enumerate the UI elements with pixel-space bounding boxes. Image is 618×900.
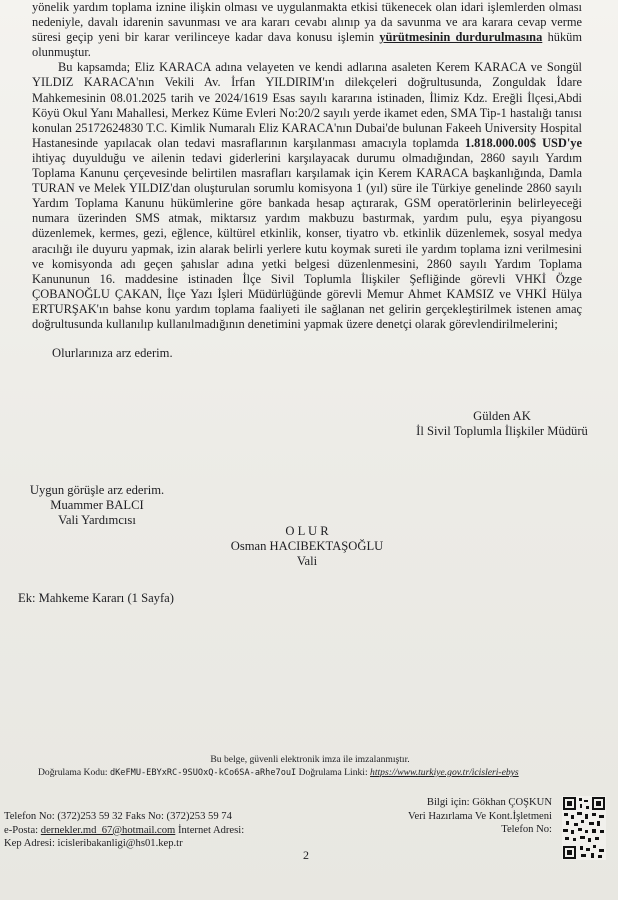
- esign-notice: Bu belge, güvenli elektronik imza ile imzalanmıştır.: [210, 754, 410, 765]
- info-title: Veri Hazırlama Ve Kont.İşletmeni: [408, 810, 552, 822]
- signer-2-block: [18, 483, 176, 528]
- approval-name: Osman HACIBEKTAŞOĞLU: [230, 539, 384, 553]
- info-phone: Telefon No:: [501, 824, 552, 836]
- verification-code-label: Doğrulama Kodu:: [38, 767, 108, 778]
- verification-link-label: Doğrulama Linki:: [298, 767, 368, 778]
- info-block: [380, 796, 552, 837]
- paragraph-2-text-b: ihtiyaç duyulduğu ve ailenin tedavi giderlerini karşılayacak durumu olmadığından, 2860 sayılı Yardım Toplama Kanunu çerçevesinde belirtilen masrafları karşılamak için Kerem KARACA başkanlığında, Damla TURAN ve Melek YILDIZ'dan oluşturulan sorumlu komisyona 1 (yıl) süre ile Türkiye genelinde 2860 sayılı Yardım Toplama Kanunu hükümlerine göre bankada hesap açtırarak, GSM operatörlerinin belirleyeceği numara üzerinden SMS atmak, miktarsız yardım makbuzu bastırmak, yardım pulu, eşya piyangosu düzenlemek, kermes, gezi, eğlence, kültürel etkinlik, konser, tiyatro vb. etkinlik düzenlemek, sosyal medya aracılığı ile duyuru yapmak, izin alarak belirli yerlere kutu koymak sureti ile yardım toplama izni verilmesini ve komisyonda adı geçen şahıslar adına yetki belgesi düzenlenmesini, 2860 sayılı Yardım Toplama Kanununun 16. maddesine istinaden İlçe Sivil Toplumla İlişkiler Şefliğinde görevli VHKİ Özge ÇOBANOĞLU ÇAKAN, İlçe Yazı İşleri Müdürlüğünde görevli Memur Ahmet KAMSIZ ve VHKİ Hülya ERTURŞAK'ın bahse konu yardım toplama faaliyeti ile sağlanan net gelirin gerçekleştirilmek istenen amaç doğrultusunda kullanılıp kullanılmadığının denetimini yapmak üzere denetçi olarak görevlendirilmelerini;: [32, 150, 582, 331]
- qr-code-icon[interactable]: [562, 796, 606, 860]
- verification-link[interactable]: https://www.turkiye.gov.tr/icisleri-ebys: [370, 767, 519, 778]
- approval-block: [222, 524, 392, 569]
- contact-block: [4, 810, 244, 851]
- paragraph-1-emphasis: yürütmesinin durdurulmasına: [379, 30, 543, 45]
- paragraph-2-text-a: Bu kapsamda; Eliz KARACA adına velayeten ve kendi adlarına asaleten Kerem KARACA ve Songül YILDIZ KARACA'nın Vekili Av. İrfan YILDIRIM'ın dilekçeleri doğrultusunda, Zonguldak İdare Mahkemesinin 08.01.2025 tarih ve 2024/1619 Esas sayılı kararına istinaden, İlimiz Kdz. Ereğli İlçesi,Abdi Köyü Okul Yanı Mahallesi, Merkez Küme Evleri No:20/2 sayılı yerde ikamet eden, SMA Tip-1 hastalığı tanısı konulan 25172624830 T.C. Kimlik Numaralı Eliz KARACA'nın Dubai'de bulunan Fakeeh University Hospital Hastanesinde yapılacak olan tedavi masraflarının karşılanması amacıyla toplamda: [32, 60, 582, 150]
- closing-line: Olurlarınıza arz ederim.: [52, 346, 173, 360]
- info-contact: Bilgi için: Gökhan ÇOŞKUN: [426, 797, 552, 808]
- document-body: [32, 0, 582, 332]
- web-label: İnternet Adresi:: [177, 824, 245, 836]
- phone-fax: Telefon No: (372)253 59 32 Faks No: (372)253 59 74: [4, 811, 232, 822]
- signer-2-title: Vali Yardımcısı: [58, 513, 136, 527]
- verification-row: [38, 765, 519, 781]
- signer-1-block: [404, 409, 600, 439]
- paragraph-1: [32, 0, 582, 60]
- attachment-line: Ek: Mahkeme Kararı (1 Sayfa): [18, 591, 174, 605]
- email-row: [4, 824, 244, 838]
- page-number: 2: [303, 848, 309, 862]
- email-link[interactable]: dernekler.md_67@hotmail.com: [40, 824, 176, 836]
- paragraph-1-text: yönelik yardım toplama iznine ilişkin olması ve uygulanmakta etkisi tükenecek olan idari işlemlerden olması nedeniyle, davalı idarenin savunması ve ara kararı cevabı alınıp ya da savunma ve ara karara cevap verme süresi geçip yeni bir karar verilinceye kadar dava konusu işlemin: [32, 0, 582, 45]
- paragraph-1-tail: hüküm olunmuştur.: [32, 30, 582, 60]
- paragraph-2: [32, 60, 582, 332]
- email-label: e-Posta:: [4, 824, 39, 836]
- signer-1-name: Gülden AK: [473, 409, 531, 423]
- verification-code: dKeFMU-EBYxRC-9SUOxQ-kCo6SA-aRhe7ouI: [109, 768, 297, 778]
- kep-address: Kep Adresi: icisleribakanligi@hs01.kep.tr: [4, 838, 183, 850]
- amount-text: 1.818.000.00$ USD'ye: [464, 135, 583, 150]
- signer-2-intro: Uygun görüşle arz ederim.: [29, 483, 165, 497]
- signer-1-title: İl Sivil Toplumla İlişkiler Müdürü: [416, 424, 588, 438]
- approval-title: Vali: [296, 554, 318, 568]
- approval-olur: O L U R: [285, 524, 329, 538]
- signer-2-name: Muammer BALCI: [50, 498, 144, 512]
